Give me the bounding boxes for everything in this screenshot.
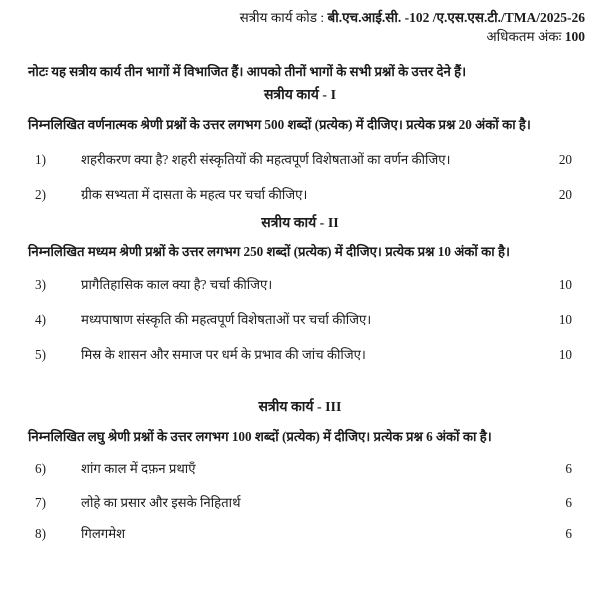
max-marks-line [0, 27, 585, 46]
max-marks-label: अधिकतम अंकः [486, 29, 565, 44]
question-row-4 [0, 310, 600, 330]
assignment-code-label: सत्रीय कार्य कोड : [239, 10, 328, 25]
question-6-text: शांग काल में दफ़न प्रथाएँ [81, 461, 196, 476]
question-8-marks: 6 [565, 526, 572, 541]
question-1-number: 1) [35, 152, 46, 167]
question-1-marks: 20 [558, 152, 572, 167]
question-5-text: मिस्र के शासन और समाज पर धर्म के प्रभाव की जांच कीजिए। [81, 347, 366, 362]
section-2-instruction: निम्नलिखित मध्यम श्रेणी प्रश्नों के उत्तर लगभग 250 शब्दों (प्रत्येक) में दीजिए। प्रत्येक प्रश्न 10 अंकों का है। [28, 244, 510, 259]
question-row-8 [0, 524, 600, 544]
section-1-instruction: निम्नलिखित वर्णनात्मक श्रेणी प्रश्नों के उत्तर लगभग 500 शब्दों (प्रत्येक) में दीजिए। प्रत्येक प्रश्न 20 अंकों का है। [28, 117, 531, 132]
question-row-6 [0, 459, 600, 479]
question-row-5 [0, 345, 600, 365]
question-7-text: लोहे का प्रसार और इसके निहितार्थ [81, 495, 241, 510]
question-row-7 [0, 493, 600, 513]
question-8-text: गिलगमेश [81, 526, 126, 541]
note-text: नोटः यह सत्रीय कार्य तीन भागों में विभाजित हैं। आपको तीनों भागों के सभी प्रश्नों के उत्तर देने हैं। [28, 64, 467, 79]
question-2-marks: 20 [558, 187, 572, 202]
question-1-text: शहरीकरण क्या है? शहरी संस्कृतियों की महत्वपूर्ण विशेषताओं का वर्णन कीजिए। [81, 152, 451, 167]
assignment-code-value: बी.एच.आई.सी. -102 /ए.एस.एस.टी./TMA/2025-26 [327, 10, 585, 25]
section-2-title: सत्रीय कार्य - II [261, 216, 339, 231]
question-5-number: 5) [35, 347, 46, 362]
question-2-number: 2) [35, 187, 46, 202]
question-4-text: मध्यपाषाण संस्कृति की महत्वपूर्ण विशेषताओं पर चर्चा कीजिए। [81, 312, 372, 327]
question-7-marks: 6 [565, 495, 572, 510]
question-4-marks: 10 [558, 312, 572, 327]
question-4-number: 4) [35, 312, 46, 327]
assignment-code-line [0, 8, 585, 27]
question-5-marks: 10 [558, 347, 572, 362]
question-row-3 [0, 275, 600, 295]
section-3-title: सत्रीय कार्य - III [258, 400, 342, 415]
question-3-number: 3) [35, 277, 46, 292]
question-row-1 [0, 150, 600, 170]
section-1-title: सत्रीय कार्य - I [263, 88, 337, 103]
question-row-2 [0, 185, 600, 205]
question-2-text: ग्रीक सभ्यता में दासता के महत्व पर चर्चा कीजिए। [81, 187, 308, 202]
question-7-number: 7) [35, 495, 46, 510]
question-3-marks: 10 [558, 277, 572, 292]
document-header [0, 8, 600, 46]
question-6-number: 6) [35, 461, 46, 476]
question-6-marks: 6 [565, 461, 572, 476]
question-8-number: 8) [35, 526, 46, 541]
max-marks-value: 100 [564, 29, 585, 44]
question-3-text: प्रागैतिहासिक काल क्या है? चर्चा कीजिए। [81, 277, 273, 292]
section-3-instruction: निम्नलिखित लघु श्रेणी प्रश्नों के उत्तर लगभग 100 शब्दों (प्रत्येक) में दीजिए। प्रत्येक प्रश्न 6 अंकों का है। [28, 429, 492, 444]
